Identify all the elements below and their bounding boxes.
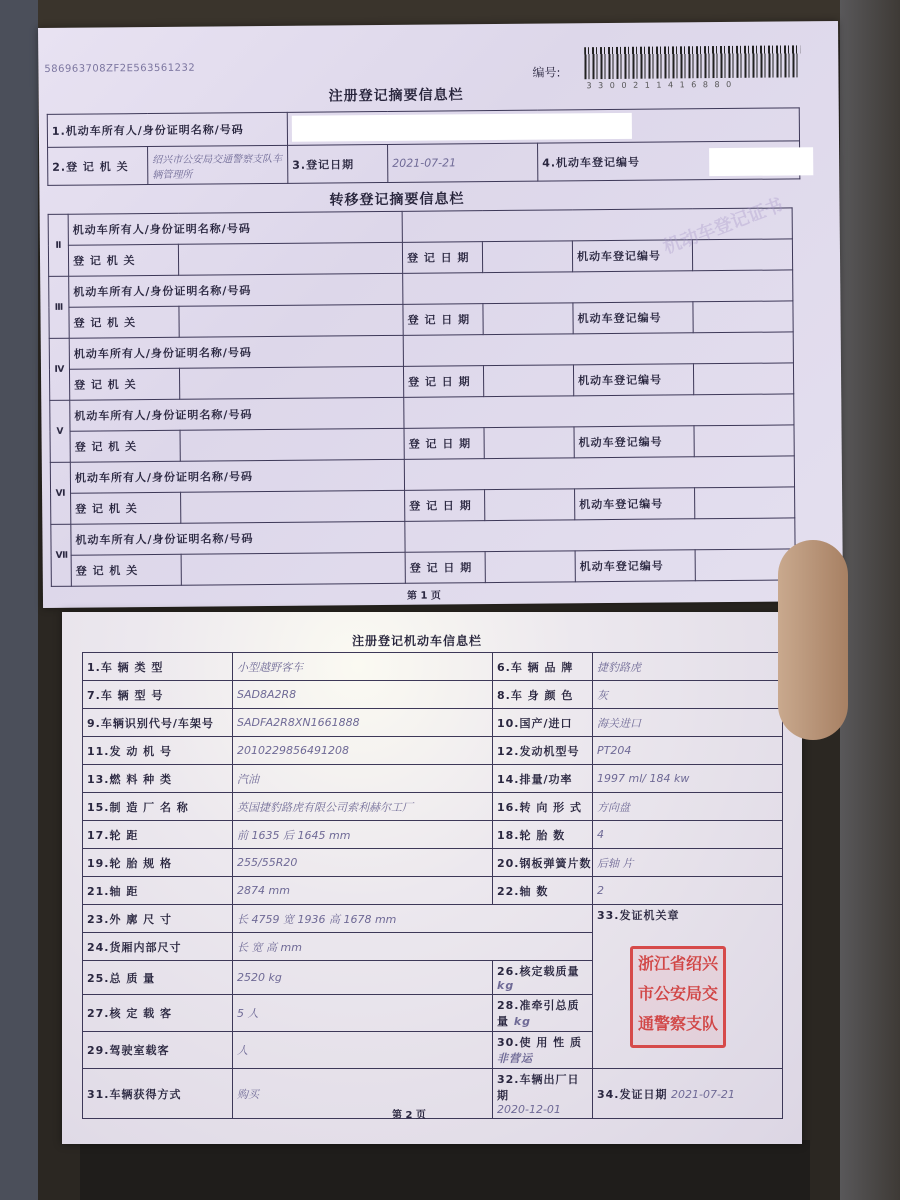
transfer-date-label: 登 记 日 期	[405, 552, 485, 584]
issuer-label: 33.发证机关章	[597, 909, 680, 922]
transfer-date-value	[484, 427, 574, 459]
field-label: 15.制 造 厂 名 称	[83, 793, 233, 821]
field-label: 10.国产/进口	[493, 709, 593, 737]
field-label	[493, 995, 593, 1032]
issuer-stamp	[630, 946, 726, 1048]
transfer-regno-value	[693, 301, 793, 333]
transfer-date-value	[482, 241, 572, 273]
dims-value: 长 4759 宽 1936 高 1678 mm	[233, 905, 593, 933]
field-label: 13.燃 料 种 类	[83, 765, 233, 793]
reg-summary-table	[47, 107, 801, 186]
vehicle-info-row	[83, 765, 783, 793]
vehicle-info-row	[83, 877, 783, 905]
transfer-owner-value	[404, 456, 794, 490]
transfer-authority-value	[181, 490, 405, 523]
field-value: 小型越野客车	[233, 653, 493, 681]
transfer-owner-label: 机动车所有人/身份证明名称/号码	[70, 397, 404, 431]
transfer-authority-value	[181, 552, 405, 585]
transfer-owner-value	[403, 270, 793, 304]
field-label: 6.车 辆 品 牌	[493, 653, 593, 681]
field-label: 11.发 动 机 号	[83, 737, 233, 765]
transfer-authority-label: 登 记 机 关	[69, 306, 179, 338]
field-label: 27.核 定 载 客	[83, 995, 233, 1032]
field-value: 1997 ml/ 184 kw	[593, 765, 783, 793]
serial-print: 586963708ZF2E563561232	[44, 62, 196, 75]
acquire-value: 购买	[233, 1069, 493, 1119]
transfer-index: Ⅳ	[49, 338, 70, 400]
transfer-date-label: 登 记 日 期	[403, 366, 483, 398]
transfer-owner-value	[404, 394, 794, 428]
background-left	[0, 0, 38, 1200]
field-value: 2010229856491208	[233, 737, 493, 765]
field-value: 英国捷豹路虎有限公司索利赫尔工厂	[233, 793, 493, 821]
field-label: 16.转 向 形 式	[493, 793, 593, 821]
field-label: 17.轮 距	[83, 821, 233, 849]
field-value: PT204	[593, 737, 783, 765]
transfer-authority-value	[178, 242, 402, 275]
vehicle-info-title: 注册登记机动车信息栏	[352, 634, 483, 648]
field-value: 2874 mm	[233, 877, 493, 905]
holding-finger	[778, 540, 848, 740]
reg-number-label-text: 4.机动车登记编号	[542, 155, 641, 170]
stamp-line-3: 通警察支队	[637, 1014, 718, 1033]
transfer-date-value	[485, 489, 575, 521]
transfer-index: Ⅱ	[48, 214, 69, 276]
field-value: 方向盘	[593, 793, 783, 821]
field-label: 12.发动机型号	[493, 737, 593, 765]
transfer-date-label: 登 记 日 期	[405, 490, 485, 522]
vehicle-info-row	[83, 905, 783, 933]
transfer-table	[48, 207, 796, 586]
reg-number-redacted	[709, 147, 813, 176]
transfer-regno-label: 机动车登记编号	[575, 550, 695, 582]
field-value: 255/55R20	[233, 849, 493, 877]
transfer-owner-label: 机动车所有人/身份证明名称/号码	[71, 521, 405, 555]
field-label-text: 26.核定载质量	[497, 965, 580, 978]
field-label: 8.车 身 颜 色	[493, 681, 593, 709]
certificate-page-1	[38, 21, 843, 608]
mfg-date-cell	[493, 1069, 593, 1119]
field-value: SADFA2R8XN1661888	[233, 709, 493, 737]
stamp-line-1: 浙江省绍兴	[637, 954, 718, 973]
owner-value-redacted	[287, 108, 799, 145]
dims-label: 23.外 廓 尺 寸	[83, 905, 233, 933]
transfer-owner-label: 机动车所有人/身份证明名称/号码	[68, 211, 402, 245]
transfer-index: Ⅲ	[49, 276, 70, 338]
field-value: 捷豹路虎	[593, 653, 783, 681]
transfer-regno-value	[695, 487, 795, 519]
barcode-digits: 3 3 0 0 2 1 1 4 1 6 8 8 0	[586, 79, 734, 91]
acquire-label: 31.车辆获得方式	[83, 1069, 233, 1119]
vehicle-info-row	[83, 1069, 783, 1119]
issue-date-value: 2021-07-21	[671, 1087, 735, 1101]
field-label: 21.轴 距	[83, 877, 233, 905]
vehicle-info-row	[83, 849, 783, 877]
transfer-index: Ⅵ	[50, 462, 71, 524]
transfer-regno-value	[693, 363, 793, 395]
authority-label: 2.登 记 机 关	[48, 147, 148, 186]
transfer-regno-label: 机动车登记编号	[575, 488, 695, 520]
transfer-authority-label: 登 记 机 关	[68, 244, 178, 276]
transfer-authority-value	[179, 304, 403, 337]
field-label: 1.车 辆 类 型	[83, 653, 233, 681]
cargo-value: 长 宽 高 mm	[233, 933, 593, 961]
transfer-date-label: 登 记 日 期	[404, 428, 484, 460]
owner-label: 1.机动车所有人/身份证明名称/号码	[47, 112, 287, 147]
vehicle-info-table	[82, 652, 783, 1119]
field-label: 18.轮 胎 数	[493, 821, 593, 849]
watermark: 机动车登记证书	[660, 194, 786, 259]
issue-date-cell	[593, 1069, 783, 1119]
field-label: 19.轮 胎 规 格	[83, 849, 233, 877]
field-label: 22.轴 数	[493, 877, 593, 905]
transfer-regno-label: 机动车登记编号	[572, 240, 692, 272]
stamp-line-2: 市公安局交	[637, 984, 718, 1003]
transfer-regno-label: 机动车登记编号	[573, 364, 693, 396]
transfer-regno-value	[694, 425, 794, 457]
transfer-summary-title: 转移登记摘要信息栏	[329, 191, 465, 209]
field-value: 4	[593, 821, 783, 849]
field-value: SAD8A2R8	[233, 681, 493, 709]
transfer-owner-value	[403, 332, 793, 366]
mfg-date-label: 32.车辆出厂日期	[497, 1073, 580, 1102]
transfer-authority-label: 登 记 机 关	[71, 492, 181, 524]
vehicle-info-row	[83, 709, 783, 737]
number-label: 编号:	[532, 65, 561, 80]
field-label	[493, 1032, 593, 1069]
transfer-regno-label: 机动车登记编号	[574, 426, 694, 458]
reg-summary-title: 注册登记摘要信息栏	[328, 87, 464, 105]
field-value: 非营运	[497, 1052, 533, 1065]
transfer-authority-label: 登 记 机 关	[71, 554, 181, 586]
background-right	[840, 0, 900, 1200]
vehicle-info-row	[83, 681, 783, 709]
transfer-owner-label: 机动车所有人/身份证明名称/号码	[69, 335, 403, 369]
field-value: 海关进口	[593, 709, 783, 737]
transfer-date-value	[485, 551, 575, 583]
mfg-date-value: 2020-12-01	[497, 1103, 561, 1116]
field-label: 9.车辆识别代号/车架号	[83, 709, 233, 737]
field-label-text: 30.使 用 性 质	[497, 1036, 582, 1049]
field-value: kg	[513, 1015, 532, 1028]
cargo-label: 24.货厢内部尺寸	[83, 933, 233, 961]
transfer-authority-label: 登 记 机 关	[69, 368, 179, 400]
field-value: 后轴 片	[593, 849, 783, 877]
vehicle-info-row	[83, 793, 783, 821]
transfer-date-value	[483, 365, 573, 397]
issue-date-label: 34.发证日期	[597, 1087, 668, 1101]
field-value: 2	[593, 877, 783, 905]
transfer-date-label: 登 记 日 期	[403, 304, 483, 336]
field-value: 前 1635 后 1645 mm	[233, 821, 493, 849]
transfer-index: Ⅴ	[50, 400, 71, 462]
field-value: 汽油	[233, 765, 493, 793]
field-label-text: 28.准牵引总质量	[497, 999, 580, 1028]
transfer-authority-value	[180, 428, 404, 461]
field-label: 25.总 质 量	[83, 961, 233, 995]
transfer-authority-row	[51, 549, 795, 586]
authority-value: 绍兴市公安局交通警察支队车辆管理所	[148, 145, 288, 184]
page-number-1: 第 1 页	[406, 590, 441, 602]
vehicle-info-row	[83, 737, 783, 765]
field-label: 7.车 辆 型 号	[83, 681, 233, 709]
field-value: kg	[497, 979, 515, 992]
transfer-date-label: 登 记 日 期	[402, 242, 482, 274]
transfer-date-value	[483, 303, 573, 335]
reg-date-label: 3.登记日期	[288, 144, 388, 183]
transfer-authority-value	[179, 366, 403, 399]
field-value: 人	[233, 1032, 493, 1069]
field-label: 29.驾驶室载客	[83, 1032, 233, 1069]
field-value: 5 人	[233, 995, 493, 1032]
transfer-regno-label: 机动车登记编号	[573, 302, 693, 334]
transfer-authority-label: 登 记 机 关	[70, 430, 180, 462]
background-desk	[80, 1140, 810, 1200]
transfer-owner-value	[405, 518, 795, 552]
page-number-2: 第 2 页	[392, 1110, 426, 1121]
barcode-graphic	[584, 45, 800, 79]
field-label: 20.钢板弹簧片数	[493, 849, 593, 877]
field-value: 2520 kg	[233, 961, 493, 995]
field-label: 14.排量/功率	[493, 765, 593, 793]
vehicle-info-row	[83, 821, 783, 849]
field-label	[493, 961, 593, 995]
field-value: 灰	[593, 681, 783, 709]
certificate-page-2	[62, 612, 802, 1144]
transfer-owner-label: 机动车所有人/身份证明名称/号码	[70, 459, 404, 493]
reg-date-value: 2021-07-21	[388, 143, 538, 182]
transfer-index: Ⅶ	[51, 524, 72, 586]
transfer-owner-label: 机动车所有人/身份证明名称/号码	[69, 273, 403, 307]
vehicle-info-row	[83, 653, 783, 681]
